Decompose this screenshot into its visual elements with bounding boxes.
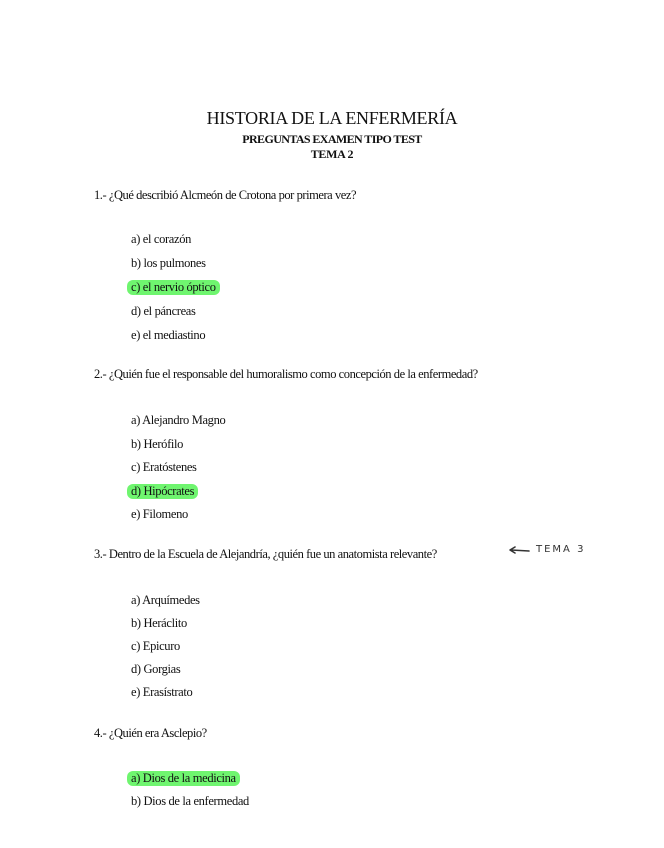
question-2-answer-b: b) Herófilo <box>131 437 184 451</box>
question-3: 3.- Dentro de la Escuela de Alejandría, ¿quién fue un anatomista relevante? <box>94 547 437 561</box>
tema-label: TEMA 2 <box>310 147 354 161</box>
document-subtitle: PREGUNTAS EXAMEN TIPO TEST <box>242 132 422 146</box>
question-1-answer-e: e) el mediastino <box>131 328 206 342</box>
question-2-answer-e: e) Filomeno <box>131 507 188 521</box>
question-1-answer-b: b) los pulmones <box>131 256 206 270</box>
question-3-answer-d: d) Gorgias <box>131 662 181 676</box>
arrow-left-icon <box>508 545 530 555</box>
question-4-answer-a-highlighted: a) Dios de la medicina <box>127 771 240 786</box>
document-title: HISTORIA DE LA ENFERMERÍA <box>206 108 458 128</box>
question-2: 2.- ¿Quién fue el responsable del humoralismo como concepción de la enfermedad? <box>94 367 478 381</box>
question-2-answer-d-highlighted: d) Hipócrates <box>127 484 198 499</box>
handwritten-note-text: TEMA 3 <box>536 544 586 555</box>
question-3-answer-b: b) Heráclito <box>131 616 187 630</box>
question-2-answer-a: a) Alejandro Magno <box>131 413 226 427</box>
question-3-answer-c: c) Epicuro <box>131 639 180 653</box>
question-1-answer-d: d) el páncreas <box>131 304 196 318</box>
question-3-answer-a: a) Arquímedes <box>131 593 200 607</box>
question-4-answer-b: b) Dios de la enfermedad <box>131 794 249 808</box>
handwritten-note <box>508 544 585 555</box>
question-1-answer-a: a) el corazón <box>131 232 191 246</box>
question-1-answer-c-highlighted: c) el nervio óptico <box>127 280 220 295</box>
question-3-answer-e: e) Erasístrato <box>131 685 193 699</box>
question-4: 4.- ¿Quién era Asclepio? <box>94 726 207 740</box>
question-1: 1.- ¿Qué describió Alcmeón de Crotona por primera vez? <box>94 188 357 202</box>
question-2-answer-c: c) Eratóstenes <box>131 460 197 474</box>
